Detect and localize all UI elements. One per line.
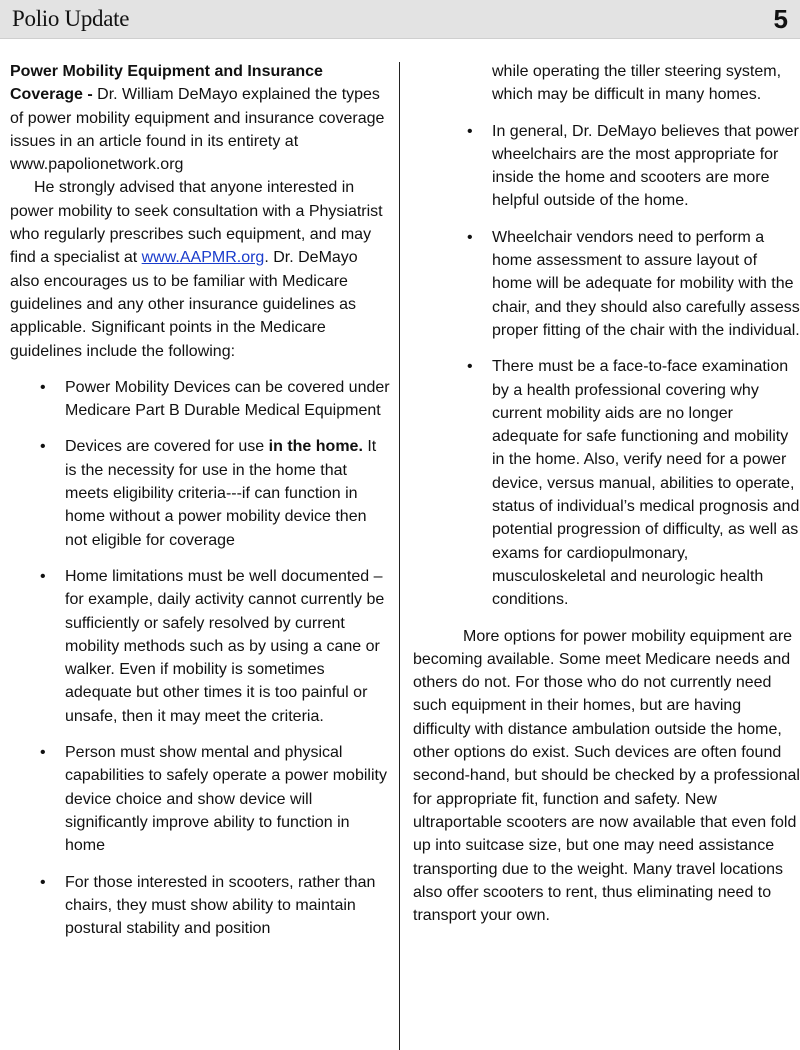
intro-paragraph — [10, 60, 390, 176]
list-item-text: Power Mobility Devices can be covered under Medicare Part B Durable Medical Equipment — [65, 378, 390, 420]
bullet-icon: • — [40, 438, 46, 456]
list-item-text: Wheelchair vendors need to perform a home assessment to assure layout of home will be adequate for mobility with the chair, and they should also carefully assess proper fitting of the chair with the individual. — [492, 228, 800, 339]
newsletter-title: Polio Update — [12, 6, 130, 31]
page-header — [0, 0, 800, 39]
specialist-text: He strongly advised that anyone interested in power mobility to seek consultation with a Physiatrist who regularly prescribes such equipment, and may find a specialist at — [10, 179, 383, 267]
emphasis-text: in the home. — [268, 438, 363, 456]
intro-text: Dr. William DeMayo explained the types of power mobility equipment and insurance coverage issues in an article found in its entirety at www.papolionetwork.org — [10, 86, 385, 174]
list-item-text: For those interested in scooters, rather than chairs, they must show ability to maintain postural stability and position — [65, 873, 376, 938]
guidelines-list-continued — [413, 120, 800, 612]
medicare-text: . Dr. DeMayo also encourages us to be familiar with Medicare guidelines and any other insurance guidelines as applicable. Significant points in the Medicare guidelines include the following: — [10, 249, 358, 360]
list-item-text: Person must show mental and physical capabilities to safely operate a power mobility device choice and show device will significantly improve ability to function in home — [65, 744, 387, 855]
list-item-text: In general, Dr. DeMayo believes that power wheelchairs are the most appropriate for inside the home and scooters are more helpful outside of the home. — [492, 122, 799, 210]
list-item — [10, 741, 390, 857]
page-number: 5 — [773, 4, 788, 34]
bullet-icon: • — [40, 378, 46, 396]
specialist-paragraph — [10, 176, 390, 362]
guidelines-list — [10, 376, 390, 941]
list-item — [413, 355, 800, 611]
list-item-text: Devices are covered for use — [65, 438, 269, 456]
aapmr-link[interactable]: www.AAPMR.org — [141, 249, 265, 267]
right-column — [413, 60, 800, 927]
list-item — [10, 376, 390, 423]
list-item-text: It is the necessity for use in the home that meets eligibility criteria---if can function in home without a power mobility device then not eligible for coverage — [65, 438, 377, 549]
list-item — [10, 435, 390, 551]
bullet-icon: • — [40, 567, 46, 585]
bullet-icon: • — [467, 358, 473, 376]
list-item-text: There must be a face-to-face examination by a health professional covering why current mobility aids are no longer adequate for safe functioning and mobility in the home. Also, verify need for a power device, versus manual, abilities to operate, status of individual’s medical prognosis and potential progression of difficulty, as well as exams for cardiopulmonary, musculoskeletal and neurologic health conditions. — [492, 358, 800, 609]
article-heading: Power Mobility Equipment and Insurance Coverage - — [10, 63, 323, 104]
bullet-icon: • — [40, 744, 46, 762]
closing-paragraph: More options for power mobility equipment are becoming available. Some meet Medicare needs and others do not. For those who do not currently need such equipment in their homes, but are having difficulty with distance ambulation outside the home, other options do exist. Such devices are often found second-hand, but should be checked by a professional for appropriate fit, function and safety. New ultraportable scooters are now available that even fold up into suitcase size, but one may need assistance transporting due to the weight. Many travel locations also offer scooters to rent, thus eliminating need to transport your own. — [413, 627, 800, 925]
list-item — [10, 565, 390, 728]
list-item — [413, 226, 800, 342]
list-item — [413, 120, 800, 213]
list-item — [10, 871, 390, 941]
bullet-icon: • — [467, 228, 473, 246]
list-item-text: Home limitations must be well documented – for example, daily activity cannot currently be sufficiently or safely resolved by current mobility methods such as by using a cane or walker. Even if mobility is sometimes adequate but other times it is too painful or unsafe, then it may meet the criteria. — [65, 567, 385, 725]
bullet-icon: • — [40, 873, 46, 891]
column-divider — [399, 62, 400, 1050]
list-item-continued: while operating the tiller steering system, which may be difficult in many homes. — [492, 63, 782, 104]
bullet-icon: • — [467, 122, 473, 140]
left-column — [10, 60, 390, 953]
